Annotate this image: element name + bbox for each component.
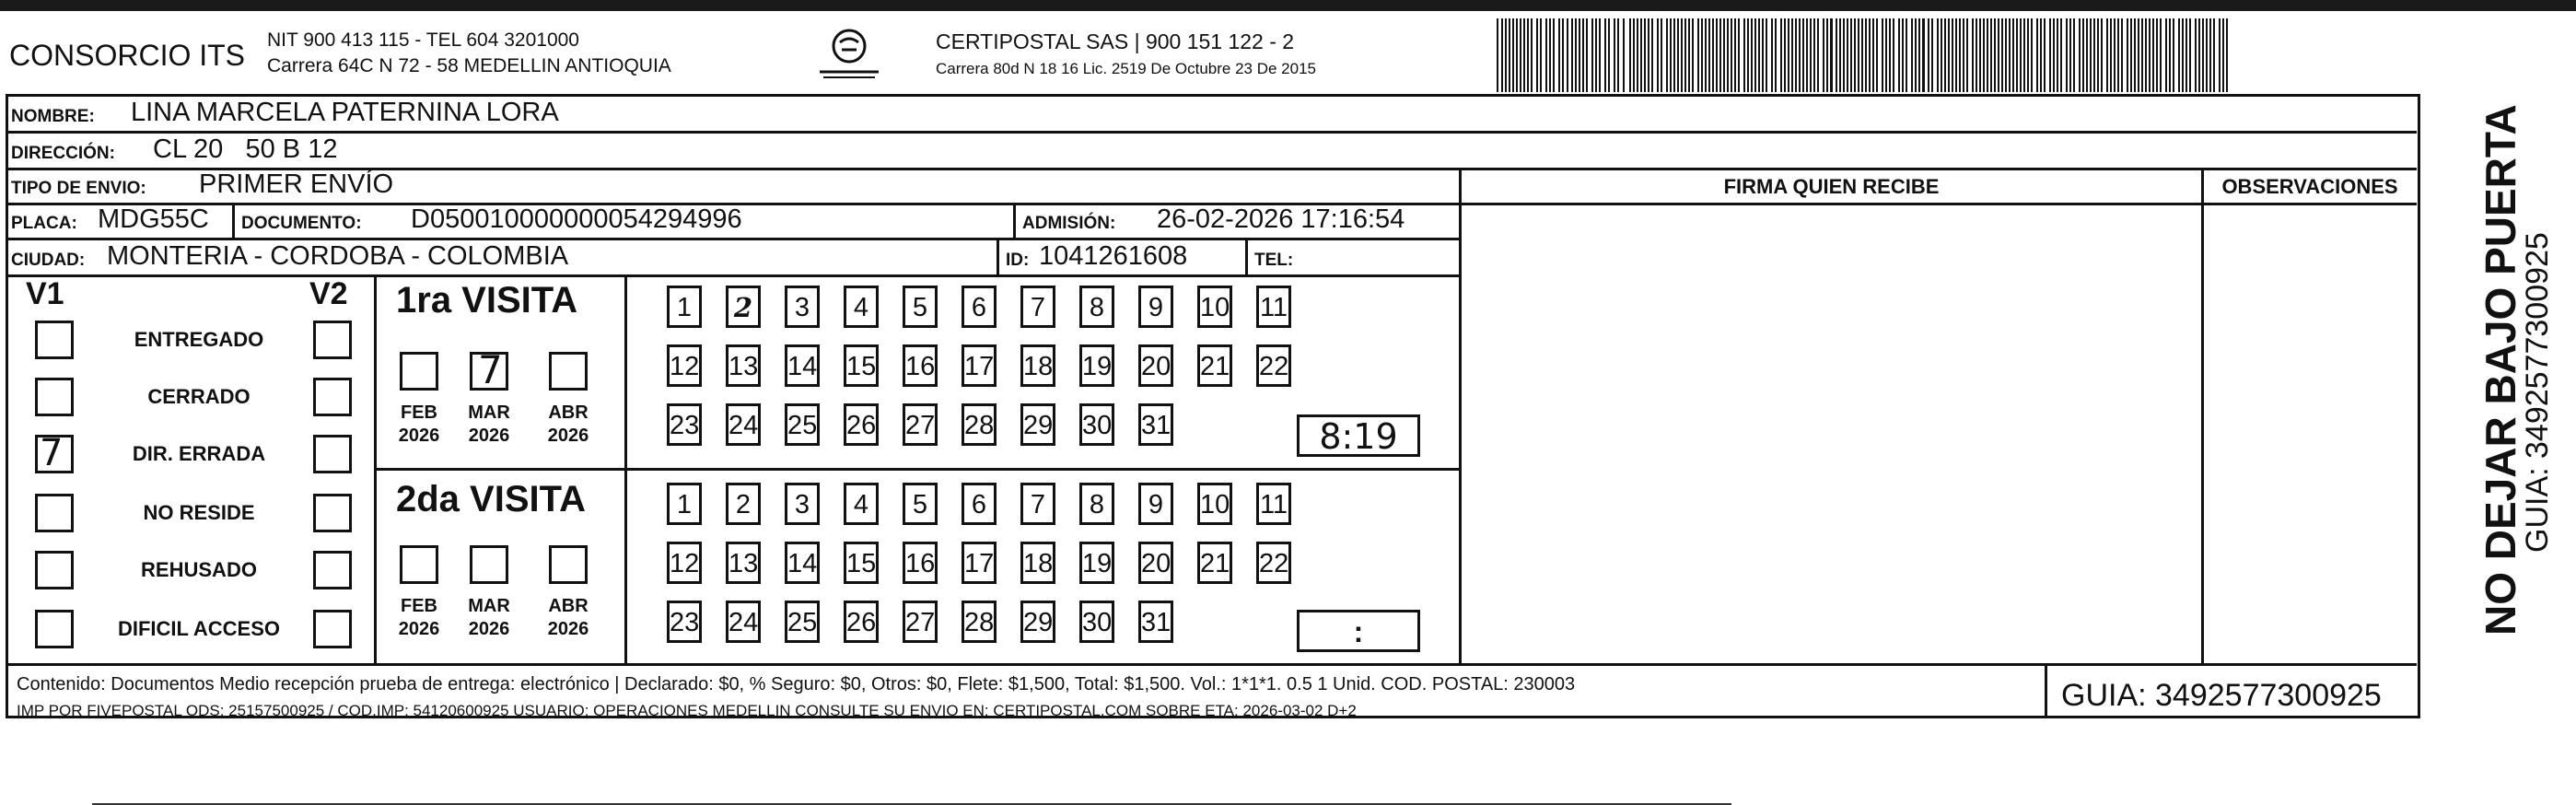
day-box[interactable]: 29 <box>1020 403 1055 446</box>
day-box[interactable]: 6 <box>962 483 997 525</box>
day-box[interactable]: 31 <box>1138 601 1173 643</box>
city-row <box>6 238 1459 277</box>
day-box[interactable]: 17 <box>962 344 997 387</box>
certipostal-info <box>936 28 1316 83</box>
tel-label: TEL: <box>1254 251 1294 270</box>
v1-checkbox[interactable] <box>35 432 74 474</box>
day-box[interactable]: 14 <box>785 542 820 584</box>
month-year: 2026 <box>398 619 440 639</box>
divider <box>232 203 235 238</box>
id-label: ID: <box>1006 251 1030 270</box>
check-mark: 7 <box>478 347 503 392</box>
day-box[interactable]: 9 <box>1138 483 1173 525</box>
shipment-barcode <box>1497 18 2232 92</box>
footer-contents: Contenido: Documentos Medio recepción prueba de entrega: electrónico | Declarado: $0, % Seguro: $0, Otros: $0, Flete: $1,500, Total: $1,500. Vol.: 1*1*1. 0.5 1 Unid. COD. POSTAL: 230003 <box>17 674 1576 694</box>
day-box[interactable]: 4 <box>844 483 879 525</box>
visit2-time[interactable]: : <box>1297 610 1420 652</box>
check-mark: 7 <box>40 432 64 474</box>
day-box[interactable]: 25 <box>785 601 820 643</box>
visit2-title: 2da VISITA <box>396 479 586 519</box>
status-label: ENTREGADO <box>134 328 264 351</box>
day-box[interactable]: 23 <box>667 403 702 446</box>
month-checkbox[interactable] <box>470 347 508 392</box>
month-checkbox[interactable] <box>400 352 438 391</box>
name-row <box>6 94 2417 134</box>
day-box[interactable]: 9 <box>1138 286 1173 328</box>
shipment-row <box>6 168 1459 205</box>
day-box[interactable]: 22 <box>1256 542 1291 584</box>
month-checkbox[interactable] <box>549 352 588 391</box>
day-box[interactable]: 10 <box>1197 483 1232 525</box>
day-box[interactable]: 26 <box>844 601 879 643</box>
status-label: CERRADO <box>147 385 251 408</box>
side-guia: GUIA: 3492577300925 <box>2520 232 2555 553</box>
day-box[interactable]: 13 <box>726 344 761 387</box>
day-box[interactable]: 28 <box>962 403 997 446</box>
day-box[interactable]: 15 <box>844 344 879 387</box>
month-checkbox[interactable] <box>549 545 588 584</box>
month-label <box>543 402 593 448</box>
day-box[interactable]: 16 <box>903 344 938 387</box>
observations-header: OBSERVACIONES <box>2221 175 2398 198</box>
day-box[interactable]: 2 <box>726 286 761 328</box>
month-label <box>464 595 514 641</box>
address-label: DIRECCIÓN: <box>11 144 115 163</box>
day-box[interactable]: 7 <box>1020 483 1055 525</box>
month-year: 2026 <box>398 426 440 446</box>
day-box[interactable]: 27 <box>903 601 938 643</box>
status-label: REHUSADO <box>141 558 257 581</box>
day-box[interactable]: 23 <box>667 601 702 643</box>
signature-area[interactable] <box>1464 204 2198 663</box>
day-box[interactable]: 25 <box>785 403 820 446</box>
v2-checkbox[interactable] <box>313 610 352 648</box>
month-label <box>464 402 514 448</box>
plate-value: MDG55C <box>98 204 209 234</box>
day-box[interactable]: 3 <box>785 286 820 328</box>
day-box[interactable]: 8 <box>1079 286 1114 328</box>
month-year: 2026 <box>468 426 510 446</box>
v2-checkbox[interactable] <box>313 551 352 589</box>
status-label: DIFICIL ACCESO <box>117 617 280 640</box>
month-year: 2026 <box>547 619 589 639</box>
city-value: MONTERIA - CORDOBA - COLOMBIA <box>107 241 569 271</box>
day-box[interactable]: 26 <box>844 403 879 446</box>
v2-checkbox[interactable] <box>313 435 352 473</box>
recipient-address: CL 20 50 B 12 <box>153 134 338 164</box>
month-year: 2026 <box>468 619 510 639</box>
month-label <box>394 595 444 641</box>
month-label <box>543 595 593 641</box>
day-box[interactable]: 3 <box>785 483 820 525</box>
signature-header: FIRMA QUIEN RECIBE <box>1723 175 1940 198</box>
month-label <box>394 402 444 448</box>
certipostal-logo <box>810 26 888 83</box>
plate-label: PLACA: <box>11 214 77 233</box>
certipostal-nit: CERTIPOSTAL SAS | 900 151 122 - 2 <box>936 29 1295 53</box>
nit-line: NIT 900 413 115 - TEL 604 3201000 <box>267 29 579 51</box>
day-box[interactable]: 5 <box>903 286 938 328</box>
v2-checkbox[interactable] <box>313 494 352 532</box>
day-box[interactable]: 30 <box>1079 601 1114 643</box>
visit1-title: 1ra VISITA <box>396 280 578 321</box>
day-box[interactable]: 21 <box>1197 344 1232 387</box>
day-box[interactable]: 1 <box>667 483 702 525</box>
divider <box>2201 168 2204 665</box>
document-value: D050010000000054294996 <box>411 204 742 234</box>
day-box[interactable]: 18 <box>1020 344 1055 387</box>
v1-checkbox[interactable] <box>35 610 74 648</box>
side-instruction: NO DEJAR BAJO PUERTA <box>2477 104 2524 636</box>
month-checkbox[interactable] <box>470 545 508 584</box>
shipment-type: PRIMER ENVÍO <box>199 169 394 199</box>
day-box[interactable]: 17 <box>962 542 997 584</box>
v1-checkbox[interactable] <box>35 378 74 416</box>
v2-header: V2 <box>309 276 348 311</box>
day-box[interactable]: 16 <box>903 542 938 584</box>
divider <box>997 238 999 274</box>
status-label: NO RESIDE <box>143 501 255 524</box>
month-name: FEB <box>401 596 437 616</box>
month-name: ABR <box>548 596 589 616</box>
month-name: FEB <box>401 402 437 423</box>
v2-checkbox[interactable] <box>313 321 352 359</box>
day-box[interactable]: 19 <box>1079 542 1114 584</box>
certipostal-license: Carrera 80d N 18 16 Lic. 2519 De Octubre 23 De 2015 <box>936 60 1316 77</box>
day-box[interactable]: 24 <box>726 403 761 446</box>
day-box[interactable]: 18 <box>1020 542 1055 584</box>
day-box[interactable]: 15 <box>844 542 879 584</box>
divider <box>1245 238 1248 274</box>
v1-checkbox[interactable] <box>35 321 74 359</box>
day-box[interactable]: 7 <box>1020 286 1055 328</box>
v1-header: V1 <box>26 276 64 311</box>
day-box[interactable]: 11 <box>1256 286 1291 328</box>
divider <box>6 663 2417 666</box>
company-info <box>267 28 671 79</box>
day-box[interactable]: 12 <box>667 542 702 584</box>
day-box[interactable]: 20 <box>1138 542 1173 584</box>
day-box[interactable]: 28 <box>962 601 997 643</box>
day-box[interactable]: 1 <box>667 286 702 328</box>
name-label: NOMBRE: <box>11 107 95 126</box>
v1-checkbox[interactable] <box>35 551 74 589</box>
status-label: DIR. ERRADA <box>132 442 266 465</box>
day-box[interactable]: 11 <box>1256 483 1291 525</box>
month-year: 2026 <box>547 426 589 446</box>
day-box[interactable]: 12 <box>667 344 702 387</box>
observations-area[interactable] <box>2207 204 2414 663</box>
day-box[interactable]: 31 <box>1138 403 1173 446</box>
day-box[interactable]: 27 <box>903 403 938 446</box>
top-black-bar <box>0 0 2576 11</box>
month-checkbox[interactable] <box>400 545 438 584</box>
day-box[interactable]: 5 <box>903 483 938 525</box>
recipient-name: LINA MARCELA PATERNINA LORA <box>131 98 559 127</box>
v1-checkbox[interactable] <box>35 494 74 532</box>
divider <box>2045 665 2047 718</box>
plate-row <box>6 203 1459 240</box>
company-address: Carrera 64C N 72 - 58 MEDELLIN ANTIOQUIA <box>267 55 671 76</box>
admission-value: 26-02-2026 17:16:54 <box>1157 204 1405 234</box>
admission-label: ADMISIÓN: <box>1022 214 1116 233</box>
day-box[interactable]: 24 <box>726 601 761 643</box>
day-box[interactable]: 4 <box>844 286 879 328</box>
day-box[interactable]: 20 <box>1138 344 1173 387</box>
day-box[interactable]: 29 <box>1020 601 1055 643</box>
company-name: CONSORCIO ITS <box>9 39 246 72</box>
id-value: 1041261608 <box>1039 241 1188 271</box>
v2-checkbox[interactable] <box>313 378 352 416</box>
day-box[interactable]: 19 <box>1079 344 1114 387</box>
footer-print-info: IMP POR FIVEPOSTAL ODS: 25157500925 / COD.IMP: 54120600925 USUARIO: OPERACIONES MEDELLIN CONSULTE SU ENVIO EN: CERTIPOSTAL.COM SOBRE ETA: 2026-03-02 D+2 <box>17 702 1357 719</box>
day-box[interactable]: 22 <box>1256 344 1291 387</box>
address-row <box>6 131 2417 170</box>
city-label: CIUDAD: <box>11 251 86 270</box>
day-box[interactable]: 6 <box>962 286 997 328</box>
day-box[interactable]: 13 <box>726 542 761 584</box>
visit1-time[interactable]: 8:19 <box>1297 414 1420 457</box>
day-box[interactable]: 2 <box>726 483 761 525</box>
day-box[interactable]: 14 <box>785 344 820 387</box>
divider <box>1459 168 1462 665</box>
month-name: ABR <box>548 402 589 423</box>
month-name: MAR <box>468 596 510 616</box>
day-box[interactable]: 8 <box>1079 483 1114 525</box>
day-box[interactable]: 30 <box>1079 403 1114 446</box>
footer-guia: GUIA: 3492577300925 <box>2061 678 2382 713</box>
day-box[interactable]: 21 <box>1197 542 1232 584</box>
month-name: MAR <box>468 402 510 423</box>
divider <box>374 468 1459 471</box>
divider <box>1013 203 1016 238</box>
shipment-label: TIPO DE ENVIO: <box>11 179 146 198</box>
day-box[interactable]: 10 <box>1197 286 1232 328</box>
document-label: DOCUMENTO: <box>241 214 362 233</box>
